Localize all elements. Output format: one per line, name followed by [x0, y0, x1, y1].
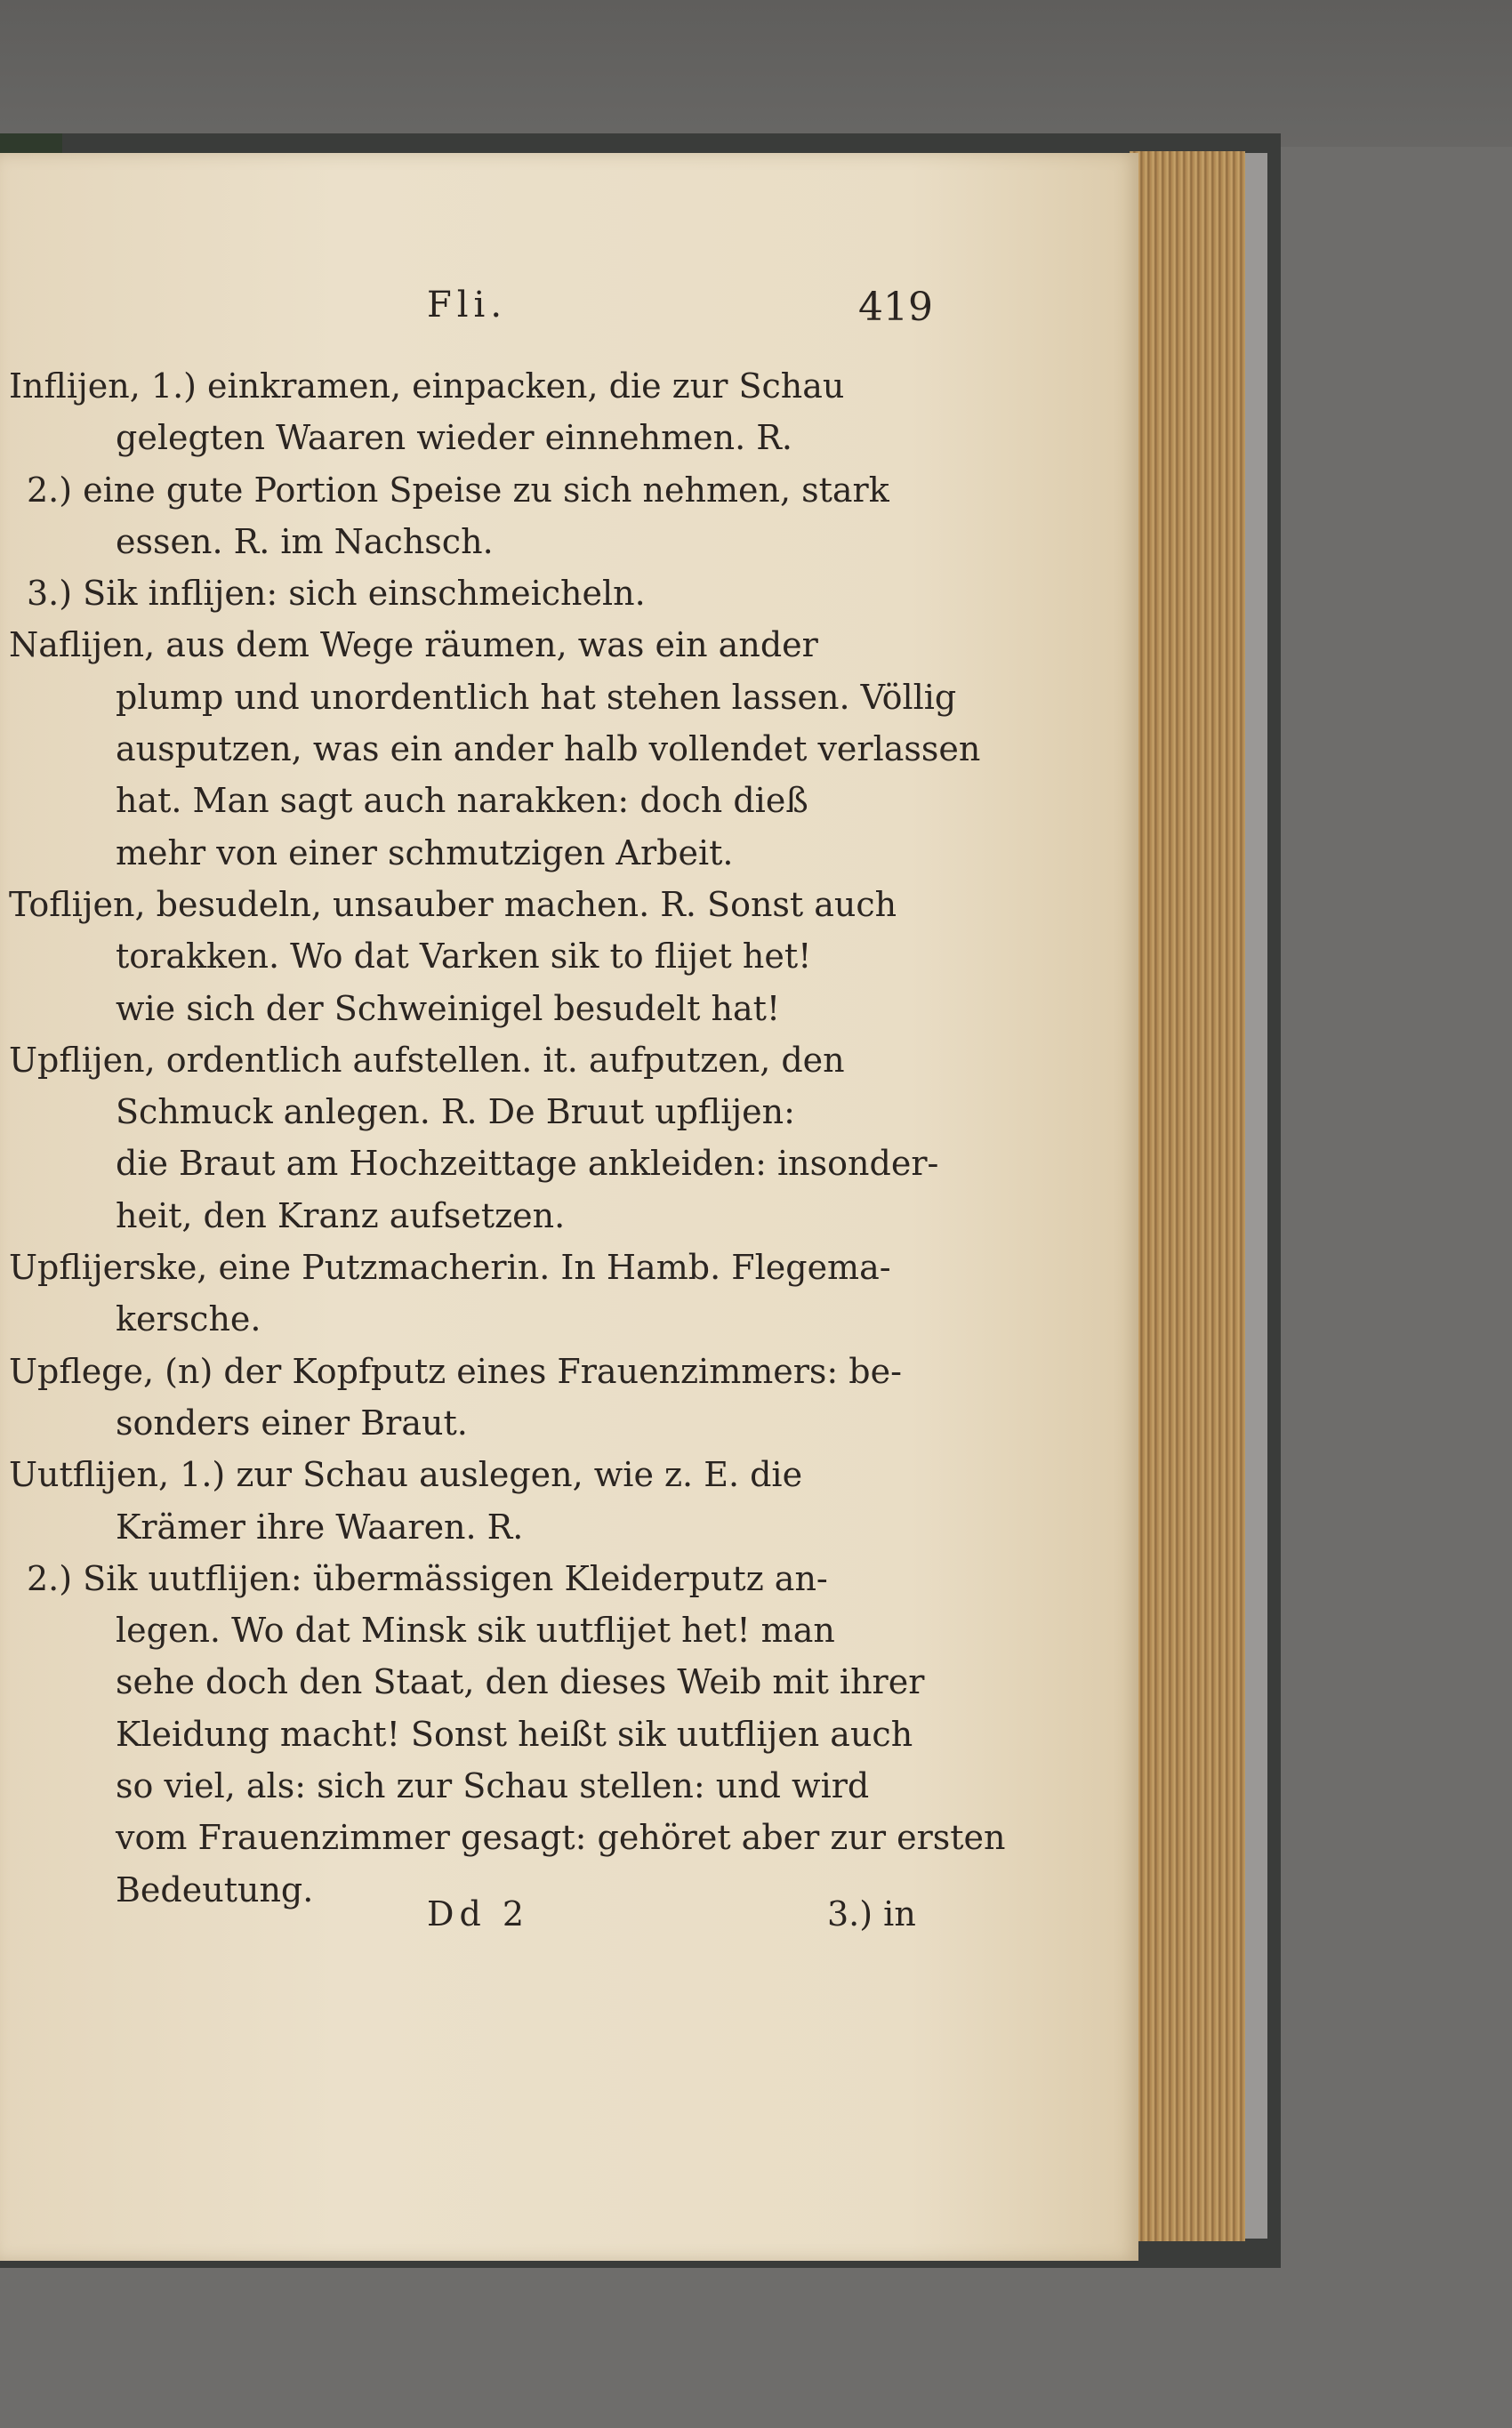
text-line: Upflege, (n) der Kopfputz eines Frauenzimmers: be- [9, 1351, 902, 1391]
scanner-background [0, 0, 1512, 147]
text-line: torakken. Wo dat Varken sik to flijet het! [116, 937, 812, 977]
text-line: die Braut am Hochzeittage ankleiden: insonder- [116, 1144, 939, 1184]
text-line: wie sich der Schweinigel besudelt hat! [116, 988, 781, 1028]
running-title: Fli. [427, 285, 508, 326]
text-line: sehe doch den Staat, den dieses Weib mit ihrer [116, 1662, 925, 1702]
text-line: Inflijen, 1.) einkramen, einpacken, die zur Schau [9, 366, 845, 406]
running-head [0, 285, 1138, 338]
text-line: 3.) Sik inflijen: sich einschmeicheln. [27, 574, 646, 614]
text-line: 2.) eine gute Portion Speise zu sich nehmen, stark [27, 470, 889, 510]
page-number: 419 [858, 285, 933, 330]
text-line: Krämer ihre Waaren. R. [116, 1507, 524, 1547]
text-line: legen. Wo dat Minsk sik uutflijet het! man [116, 1611, 835, 1651]
text-line: Toflijen, besudeln, unsauber machen. R. Sonst auch [9, 884, 897, 924]
text-line: essen. R. im Nachsch. [116, 521, 494, 561]
signature-mark: Dd 2 [427, 1894, 530, 1934]
fore-edge [1130, 151, 1245, 2241]
text-line: Upflijerske, eine Putzmacherin. In Hamb. Flegema- [9, 1248, 891, 1288]
text-line: ausputzen, was ein ander halb vollendet verlassen [116, 729, 981, 769]
text-line: Naflijen, aus dem Wege räumen, was ein ander [9, 625, 818, 665]
text-line: gelegten Waaren wieder einnehmen. R. [116, 418, 792, 458]
text-line: Kleidung macht! Sonst heißt sik uutflijen auch [116, 1714, 913, 1754]
text-line: hat. Man sagt auch narakken: doch dieß [116, 781, 808, 821]
text-line: Bedeutung. [116, 1869, 314, 1909]
text-line: kersche. [116, 1299, 261, 1339]
text-line: heit, den Kranz aufsetzen. [116, 1195, 566, 1235]
text-line: Upflijen, ordentlich aufstellen. it. aufputzen, den [9, 1040, 845, 1080]
text-line: 2.) Sik uutflijen: übermässigen Kleiderputz an- [27, 1558, 828, 1598]
catchword: 3.) in [827, 1894, 916, 1934]
dictionary-text [9, 360, 1006, 1916]
text-line: so viel, als: sich zur Schau stellen: und wird [116, 1766, 870, 1806]
text-line: plump und unordentlich hat stehen lassen. Völlig [116, 677, 957, 717]
text-line: mehr von einer schmutzigen Arbeit. [116, 832, 734, 872]
text-line: Uutflijen, 1.) zur Schau auslegen, wie z. E. die [9, 1455, 803, 1495]
text-line: Schmuck anlegen. R. De Bruut upflijen: [116, 1092, 795, 1132]
text-line: sonders einer Braut. [116, 1403, 468, 1443]
text-line: vom Frauenzimmer gesagt: gehöret aber zur ersten [116, 1818, 1006, 1858]
page-footer [0, 1894, 1138, 1948]
